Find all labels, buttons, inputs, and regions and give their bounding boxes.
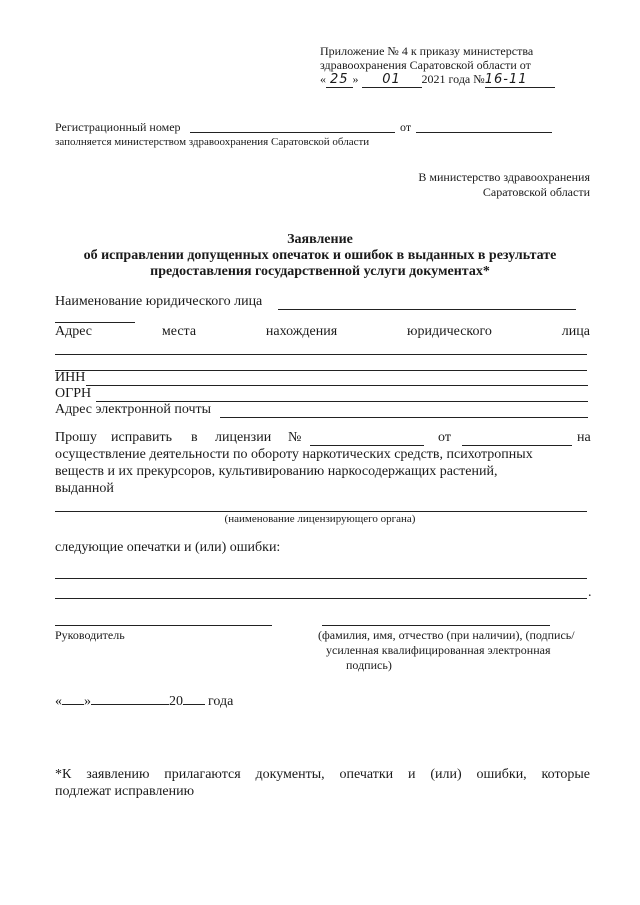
- license-date-field[interactable]: [462, 445, 572, 446]
- request-line-2: осуществление деятельности по обороту наркотических средств, психотропных: [55, 447, 533, 462]
- request-word-3: в: [191, 430, 198, 445]
- licensing-organ-caption: (наименование лицензирующего органа): [224, 513, 416, 525]
- registration-date-field[interactable]: [416, 132, 552, 133]
- sign-date-year-prefix: 20: [169, 694, 183, 709]
- address-field-line-2[interactable]: [55, 370, 587, 371]
- address-field-line-1[interactable]: [55, 354, 587, 355]
- request-line-4: выданной: [55, 481, 114, 496]
- footnote-line-1: *К заявлению прилагаются документы, опечатки и (или) ошибки, которые: [55, 767, 590, 782]
- inn-label: ИНН: [55, 370, 86, 385]
- request-word-4: лицензии: [215, 430, 272, 445]
- date-month-handwritten: 01: [362, 72, 422, 88]
- role-field[interactable]: [55, 625, 272, 626]
- role-label: Руководитель: [55, 628, 125, 642]
- ogrn-label: ОГРН: [55, 386, 92, 401]
- sign-date-day-field[interactable]: [62, 704, 84, 705]
- recipient-line-2: Саратовской области: [482, 185, 590, 199]
- org-name-continuation[interactable]: [55, 322, 135, 323]
- date-year: 2021 года: [421, 72, 471, 86]
- errors-field-line-2[interactable]: [55, 598, 587, 599]
- signature-caption-1: (фамилия, имя, отчество (при наличии), (подпись/: [318, 628, 575, 642]
- document-subtitle-2: предоставления государственной услуги документах*: [150, 264, 490, 279]
- request-word-5: №: [288, 430, 302, 445]
- org-name-field[interactable]: [278, 309, 576, 310]
- sign-date-row: [55, 694, 233, 710]
- request-word-2: исправить: [111, 430, 173, 445]
- license-number-field[interactable]: [310, 445, 424, 446]
- registration-note: заполняется министерством здравоохранения Саратовской области: [55, 136, 370, 148]
- request-word-1: Прошу: [55, 430, 97, 445]
- org-name-label: Наименование юридического лица: [55, 294, 263, 309]
- document-title: Заявление: [287, 232, 353, 247]
- address-word-1: Адрес: [55, 324, 93, 339]
- request-line-3: веществ и их прекурсоров, культивированию наркосодержащих растений,: [55, 464, 498, 479]
- sign-date-year-field[interactable]: [183, 704, 205, 705]
- date-close-quote: »: [352, 72, 359, 86]
- header-line-2: здравоохранения Саратовской области от: [320, 58, 531, 72]
- sign-date-year-suffix: года: [208, 694, 234, 709]
- request-word-6: от: [438, 430, 451, 445]
- date-day-handwritten: 25: [326, 72, 353, 88]
- signature-caption-3: подпись): [346, 658, 392, 672]
- order-number-handwritten: 16-11: [485, 72, 555, 88]
- address-word-3: нахождения: [265, 324, 338, 339]
- sign-date-month-field[interactable]: [91, 704, 169, 705]
- registration-label: Регистрационный номер: [55, 120, 181, 134]
- licensing-organ-field[interactable]: [55, 511, 587, 512]
- registration-number-field[interactable]: [190, 132, 395, 133]
- errors-field-line-1[interactable]: [55, 578, 587, 579]
- document-subtitle-1: об исправлении допущенных опечаток и ошибок в выданных в результате: [83, 248, 557, 263]
- header-line-1: Приложение № 4 к приказу министерства: [320, 44, 534, 58]
- request-word-7: на: [577, 430, 591, 445]
- sign-date-close: »: [84, 694, 91, 709]
- recipient-line-1: В министерство здравоохранения: [418, 170, 590, 184]
- address-word-4: юридического: [407, 324, 492, 339]
- email-label: Адрес электронной почты: [55, 402, 212, 417]
- header-date-row: [320, 72, 555, 88]
- errors-label: следующие опечатки и (или) ошибки:: [55, 540, 281, 555]
- date-open-quote: «: [320, 72, 326, 86]
- inn-field[interactable]: [86, 385, 588, 386]
- signature-caption-2: усиленная квалифицированная электронная: [326, 643, 551, 657]
- registration-from-label: от: [400, 120, 412, 134]
- sign-date-open: «: [55, 694, 62, 709]
- signature-field[interactable]: [322, 625, 550, 626]
- address-word-5: лица: [561, 324, 590, 339]
- footnote-line-2: подлежат исправлению: [55, 784, 195, 799]
- address-label-row: [55, 324, 590, 340]
- address-word-2: места: [161, 324, 197, 339]
- order-number-label: №: [473, 72, 485, 86]
- email-field[interactable]: [220, 417, 588, 418]
- errors-period: .: [588, 585, 592, 600]
